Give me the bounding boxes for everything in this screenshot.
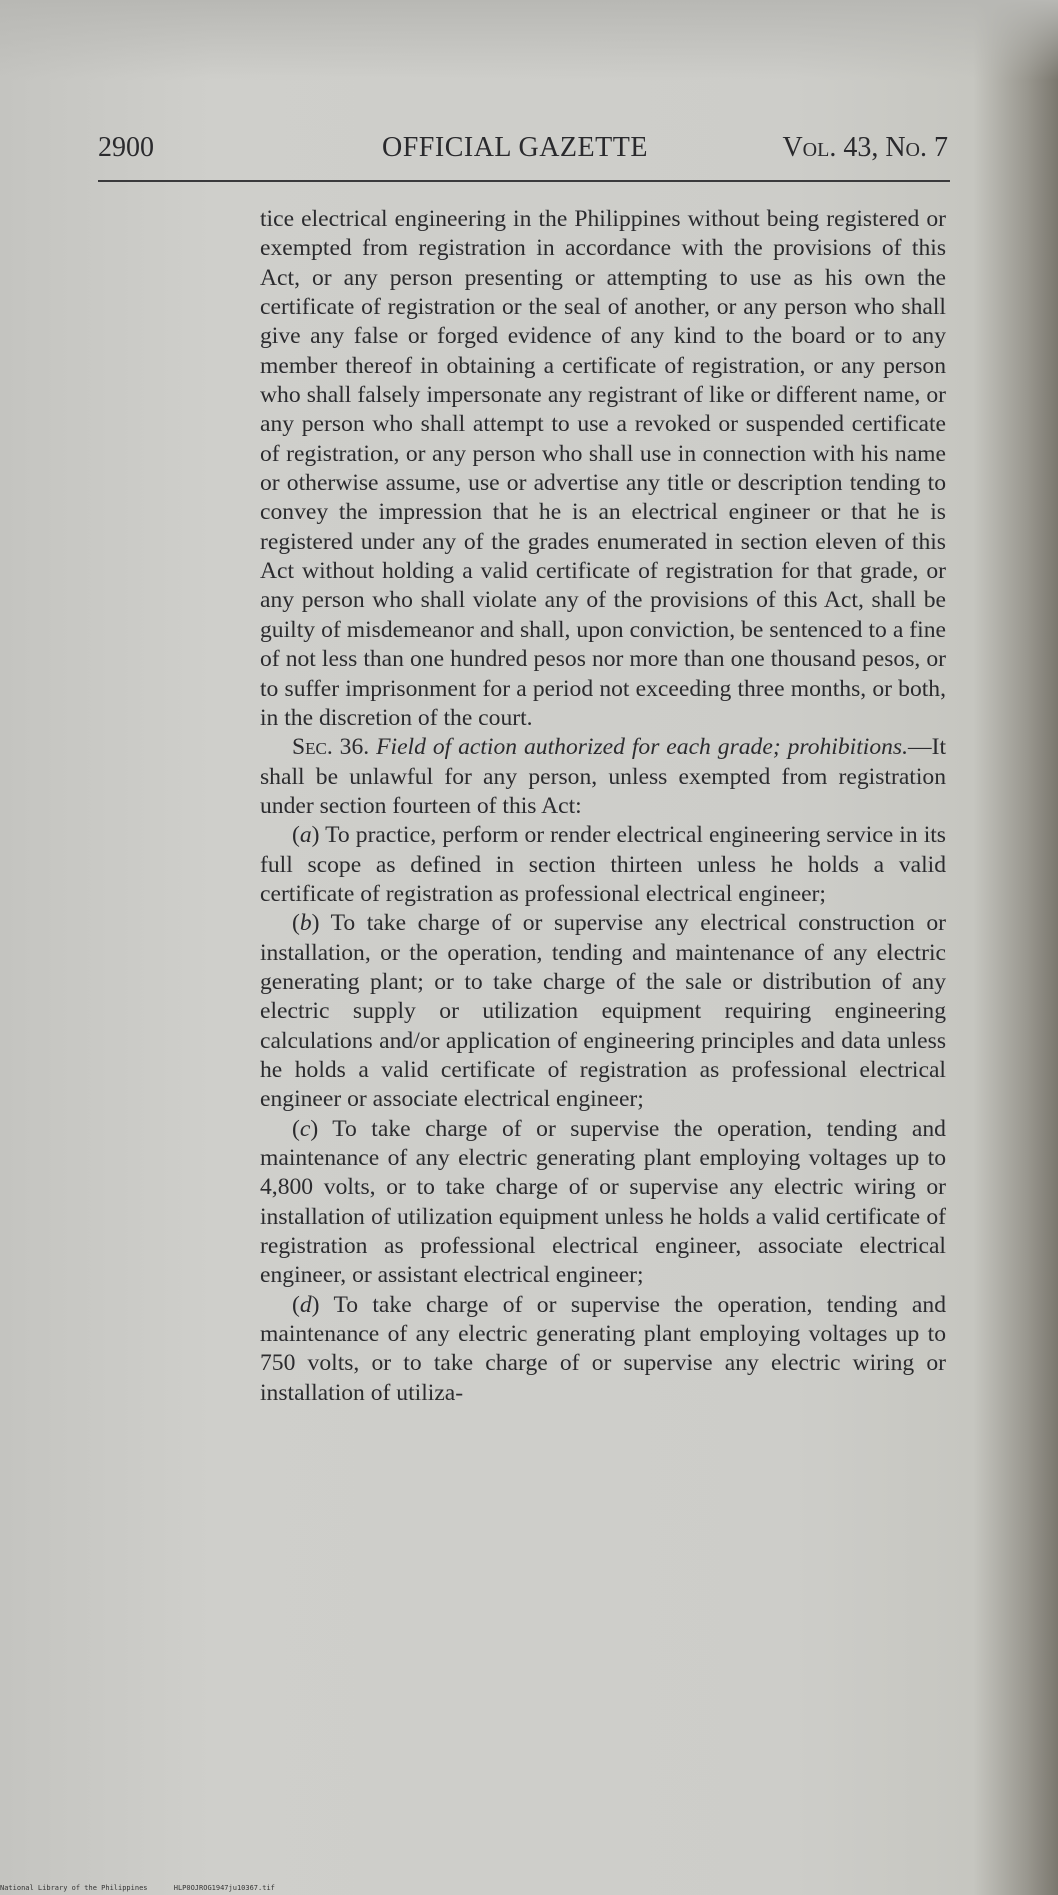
section-title: Field of action authorized for each grade; prohibitions. xyxy=(376,734,908,761)
clause-a xyxy=(260,821,946,909)
section-36-paragraph xyxy=(260,733,946,821)
clause-d xyxy=(260,1291,946,1408)
clause-text: To take charge of or supervise the operation, tending and maintenance of any electric generating plant employing voltages up to 4,800 volts, or to take charge of or supervise any electric wiring or installation of utilization equipment unless he holds a valid certificate of registration as professional electrical engineer, associate electrical engineer, or assistant electrical engineer; xyxy=(260,1115,946,1289)
body-text xyxy=(260,205,946,1408)
clause-b xyxy=(260,909,946,1114)
page-number: 2900 xyxy=(98,132,154,163)
section-label: Sec. 36. xyxy=(292,734,370,761)
volume-number: Vol. 43, No. 7 xyxy=(782,132,948,163)
clause-label: (a) xyxy=(292,822,320,849)
clause-c xyxy=(260,1115,946,1291)
file-name: HLP0OJROG1947ju10367.tif xyxy=(173,1884,275,1892)
library-credit: National Library of the Philippines xyxy=(0,1884,148,1892)
clause-label: (d) xyxy=(292,1291,320,1318)
clause-label: (b) xyxy=(292,910,320,937)
clause-text: To take charge of or supervise the operation, tending and maintenance of any electric generating plant employing voltages up to 750 volts, or to take charge of or supervise any electric wiring or installation of utiliza- xyxy=(260,1291,946,1406)
clause-text: To take charge of or supervise any electrical construction or installation, or the operation, tending and maintenance of any electric generating plant; or to take charge of the sale or distribution of any electric supply or utilization equipment requiring engineering calculations and/or application of engineering principles and data unless he holds a valid certificate of registration as professional electrical engineer or associate electrical engineer; xyxy=(260,910,946,1113)
clause-text: To practice, perform or render electrical engineering service in its full scope as defined in section thirteen unless he holds a valid certificate of registration as professional electrical engineer; xyxy=(260,822,946,907)
page-header xyxy=(98,132,950,168)
header-rule xyxy=(98,180,950,182)
clause-label: (c) xyxy=(292,1115,319,1142)
scan-footer xyxy=(0,1884,400,1893)
publication-title: OFFICIAL GAZETTE xyxy=(382,132,648,163)
paragraph-continuation: tice electrical engineering in the Philippines without being registered or exempted from registration in accordance with the provisions of this Act, or any person presenting or attempting to use as his own the certificate of registration or the seal of another, or any person who shall give any false or forged evidence of any kind to the board or to any member thereof in obtaining a certificate of registration, or any person who shall falsely impersonate any registrant of like or different name, or any person who shall attempt to use a revoked or suspended certificate of registration, or any person who shall use in connection with his name or otherwise assume, use or advertise any title or description tending to convey the impression that he is an electrical engineer or that he is registered under any of the grades enumerated in section eleven of this Act without holding a valid certificate of registration for that grade, or any person who shall violate any of the provisions of this Act, shall be guilty of misdemeanor and shall, upon conviction, be sentenced to a fine of not less than one hundred pesos nor more than one thousand pesos, or to suffer imprisonment for a period not exceeding three months, or both, in the discretion of the court. xyxy=(260,206,946,731)
section-text: —It shall be unlawful for any person, unless exempted from registration under section fourteen of this Act: xyxy=(260,734,947,819)
